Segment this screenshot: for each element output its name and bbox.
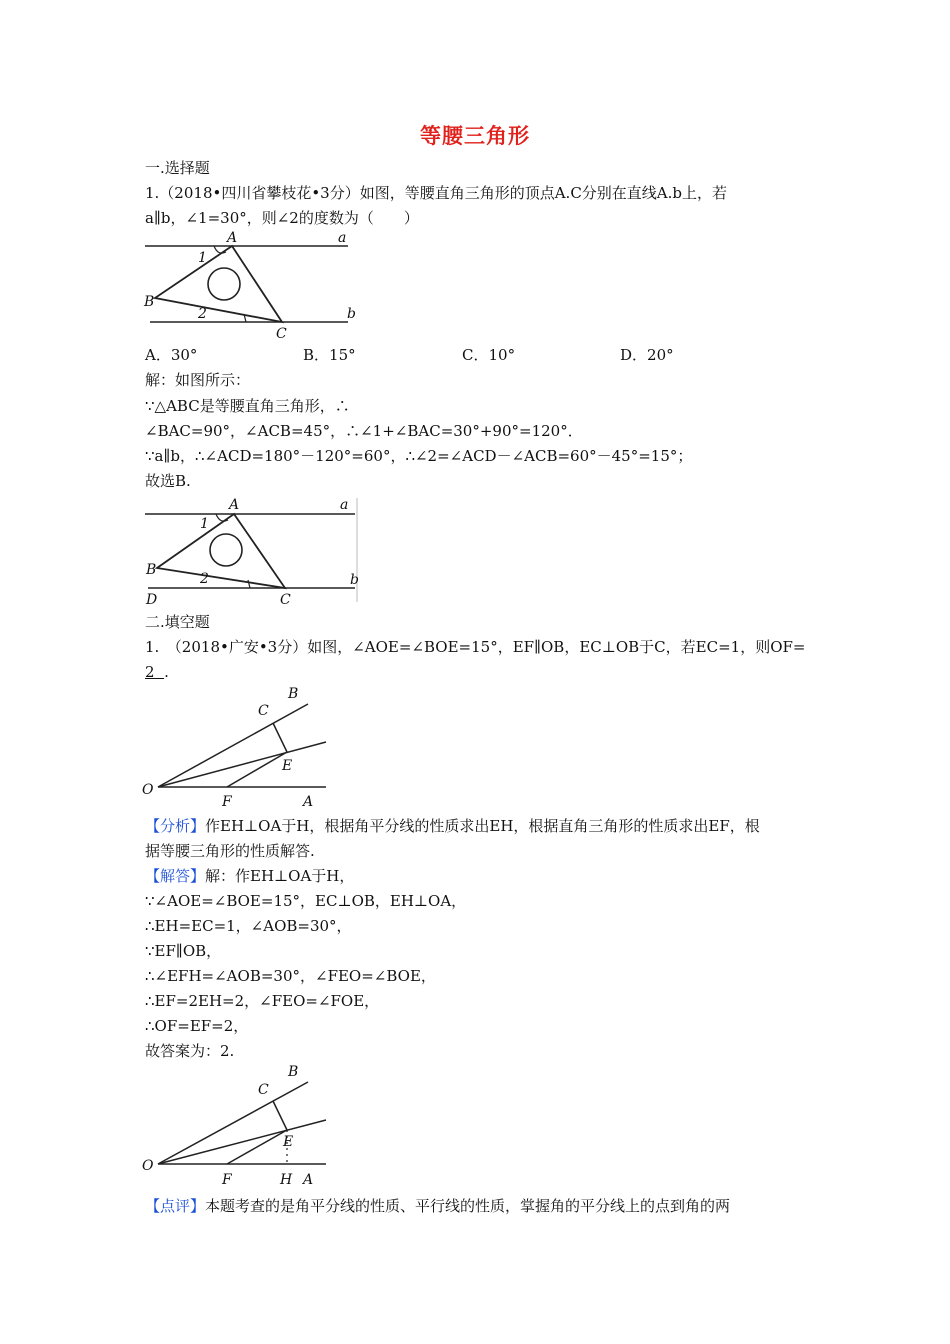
section-heading-fill: 二.填空题 [145,613,210,631]
solution-line: ∵△ABC是等腰直角三角形，∴ [145,397,350,415]
fig4-label-O: O [142,1158,154,1174]
fig1-label-a: a [338,230,347,246]
solution-step: ∵EF∥OB， [145,942,222,960]
fig2-label-b: b [350,572,359,588]
fig1-label-A: A [227,230,238,246]
fig4-label-H: H [280,1172,293,1188]
section-heading-choice: 一.选择题 [145,159,210,177]
question-2-line-1: 1. （2018•广安•3分）如图，∠AOE=∠BOE=15°，EF∥OB，EC⊥OB于C，若EC=1，则OF= [145,638,806,656]
fig4-label-B: B [288,1064,299,1080]
solution-line: ∵a∥b，∴∠ACD=180°－120°=60°，∴∠2=∠ACD－∠ACB=60°－45°=15°； [145,447,693,465]
fig3-label-E: E [282,758,293,774]
solution-line: ∠BAC=90°，∠ACB=45°，∴∠1+∠BAC=30°+90°=120°． [145,422,583,440]
choice-a: A．30° [145,346,198,364]
question-2-line-2: 2 . [145,663,169,681]
choice-c: C．10° [462,346,516,364]
choice-d: D．20° [620,346,674,364]
fig4-label-A: A [303,1172,314,1188]
fig2-label-C: C [280,592,291,607]
fig2-label-a: a [340,497,349,513]
solution-step: ∴∠EFH=∠AOB=30°，∠FEO=∠BOE， [145,967,436,985]
fig1-label-B: B [144,294,155,310]
solution-line: 故选B. [145,472,191,490]
fig3-label-B: B [288,686,299,702]
fig4-label-F: F [222,1172,232,1188]
fig3-label-A: A [303,794,314,810]
figure-triangle-2 [140,492,365,607]
fig1-label-C: C [276,326,287,342]
fig2-label-B: B [146,562,157,578]
fig2-label-A: A [229,497,240,513]
solution-header: 【解答】解：作EH⊥OA于H， [145,867,355,885]
choice-b: B．15° [303,346,356,364]
solution-line: 解：如图所示： [145,371,251,389]
comment-line: 【点评】本题考查的是角平分线的性质、平行线的性质，掌握角的平分线上的点到角的两 [145,1197,731,1215]
page-title: 等腰三角形 [420,123,530,148]
solution-step: ∴EH=EC=1，∠AOB=30°， [145,917,352,935]
comment-tag: 【点评】 [145,1197,206,1215]
analysis-line-1: 【分析】作EH⊥OA于H，根据角平分线的性质求出EH，根据直角三角形的性质求出EF，根 [145,817,760,835]
fig3-label-C: C [258,703,269,719]
fig1-label-2: 2 [198,306,207,322]
fig3-label-F: F [222,794,232,810]
fig2-label-1: 1 [200,516,209,532]
solution-step: 故答案为：2. [145,1042,235,1060]
solution-step: ∵∠AOE=∠BOE=15°，EC⊥OB，EH⊥OA， [145,892,467,910]
analysis-tag: 【分析】 [145,817,206,835]
figure-angle-1 [138,682,338,812]
answer-blank: 2 [145,663,155,681]
solution-tag: 【解答】 [145,867,206,885]
fig2-label-D: D [146,592,158,607]
figure-triangle-1 [140,228,365,343]
fig1-label-1: 1 [198,250,207,266]
fig2-label-2: 2 [200,571,209,587]
fig4-label-C: C [258,1082,269,1098]
analysis-line-2: 据等腰三角形的性质解答. [145,842,315,860]
question-1-line-2: a∥b，∠1=30°，则∠2的度数为（ ） [145,209,419,227]
solution-step: ∴OF=EF=2， [145,1017,249,1035]
solution-step: ∴EF=2EH=2，∠FEO=∠FOE， [145,992,380,1010]
fig3-label-O: O [142,782,154,798]
fig1-label-b: b [347,306,356,322]
figure-angle-2 [138,1060,338,1190]
fig4-label-E: E [283,1134,294,1150]
question-1-line-1: 1.（2018•四川省攀枝花•3分）如图，等腰直角三角形的顶点A.C分别在直线A.b上，若 [145,184,728,202]
